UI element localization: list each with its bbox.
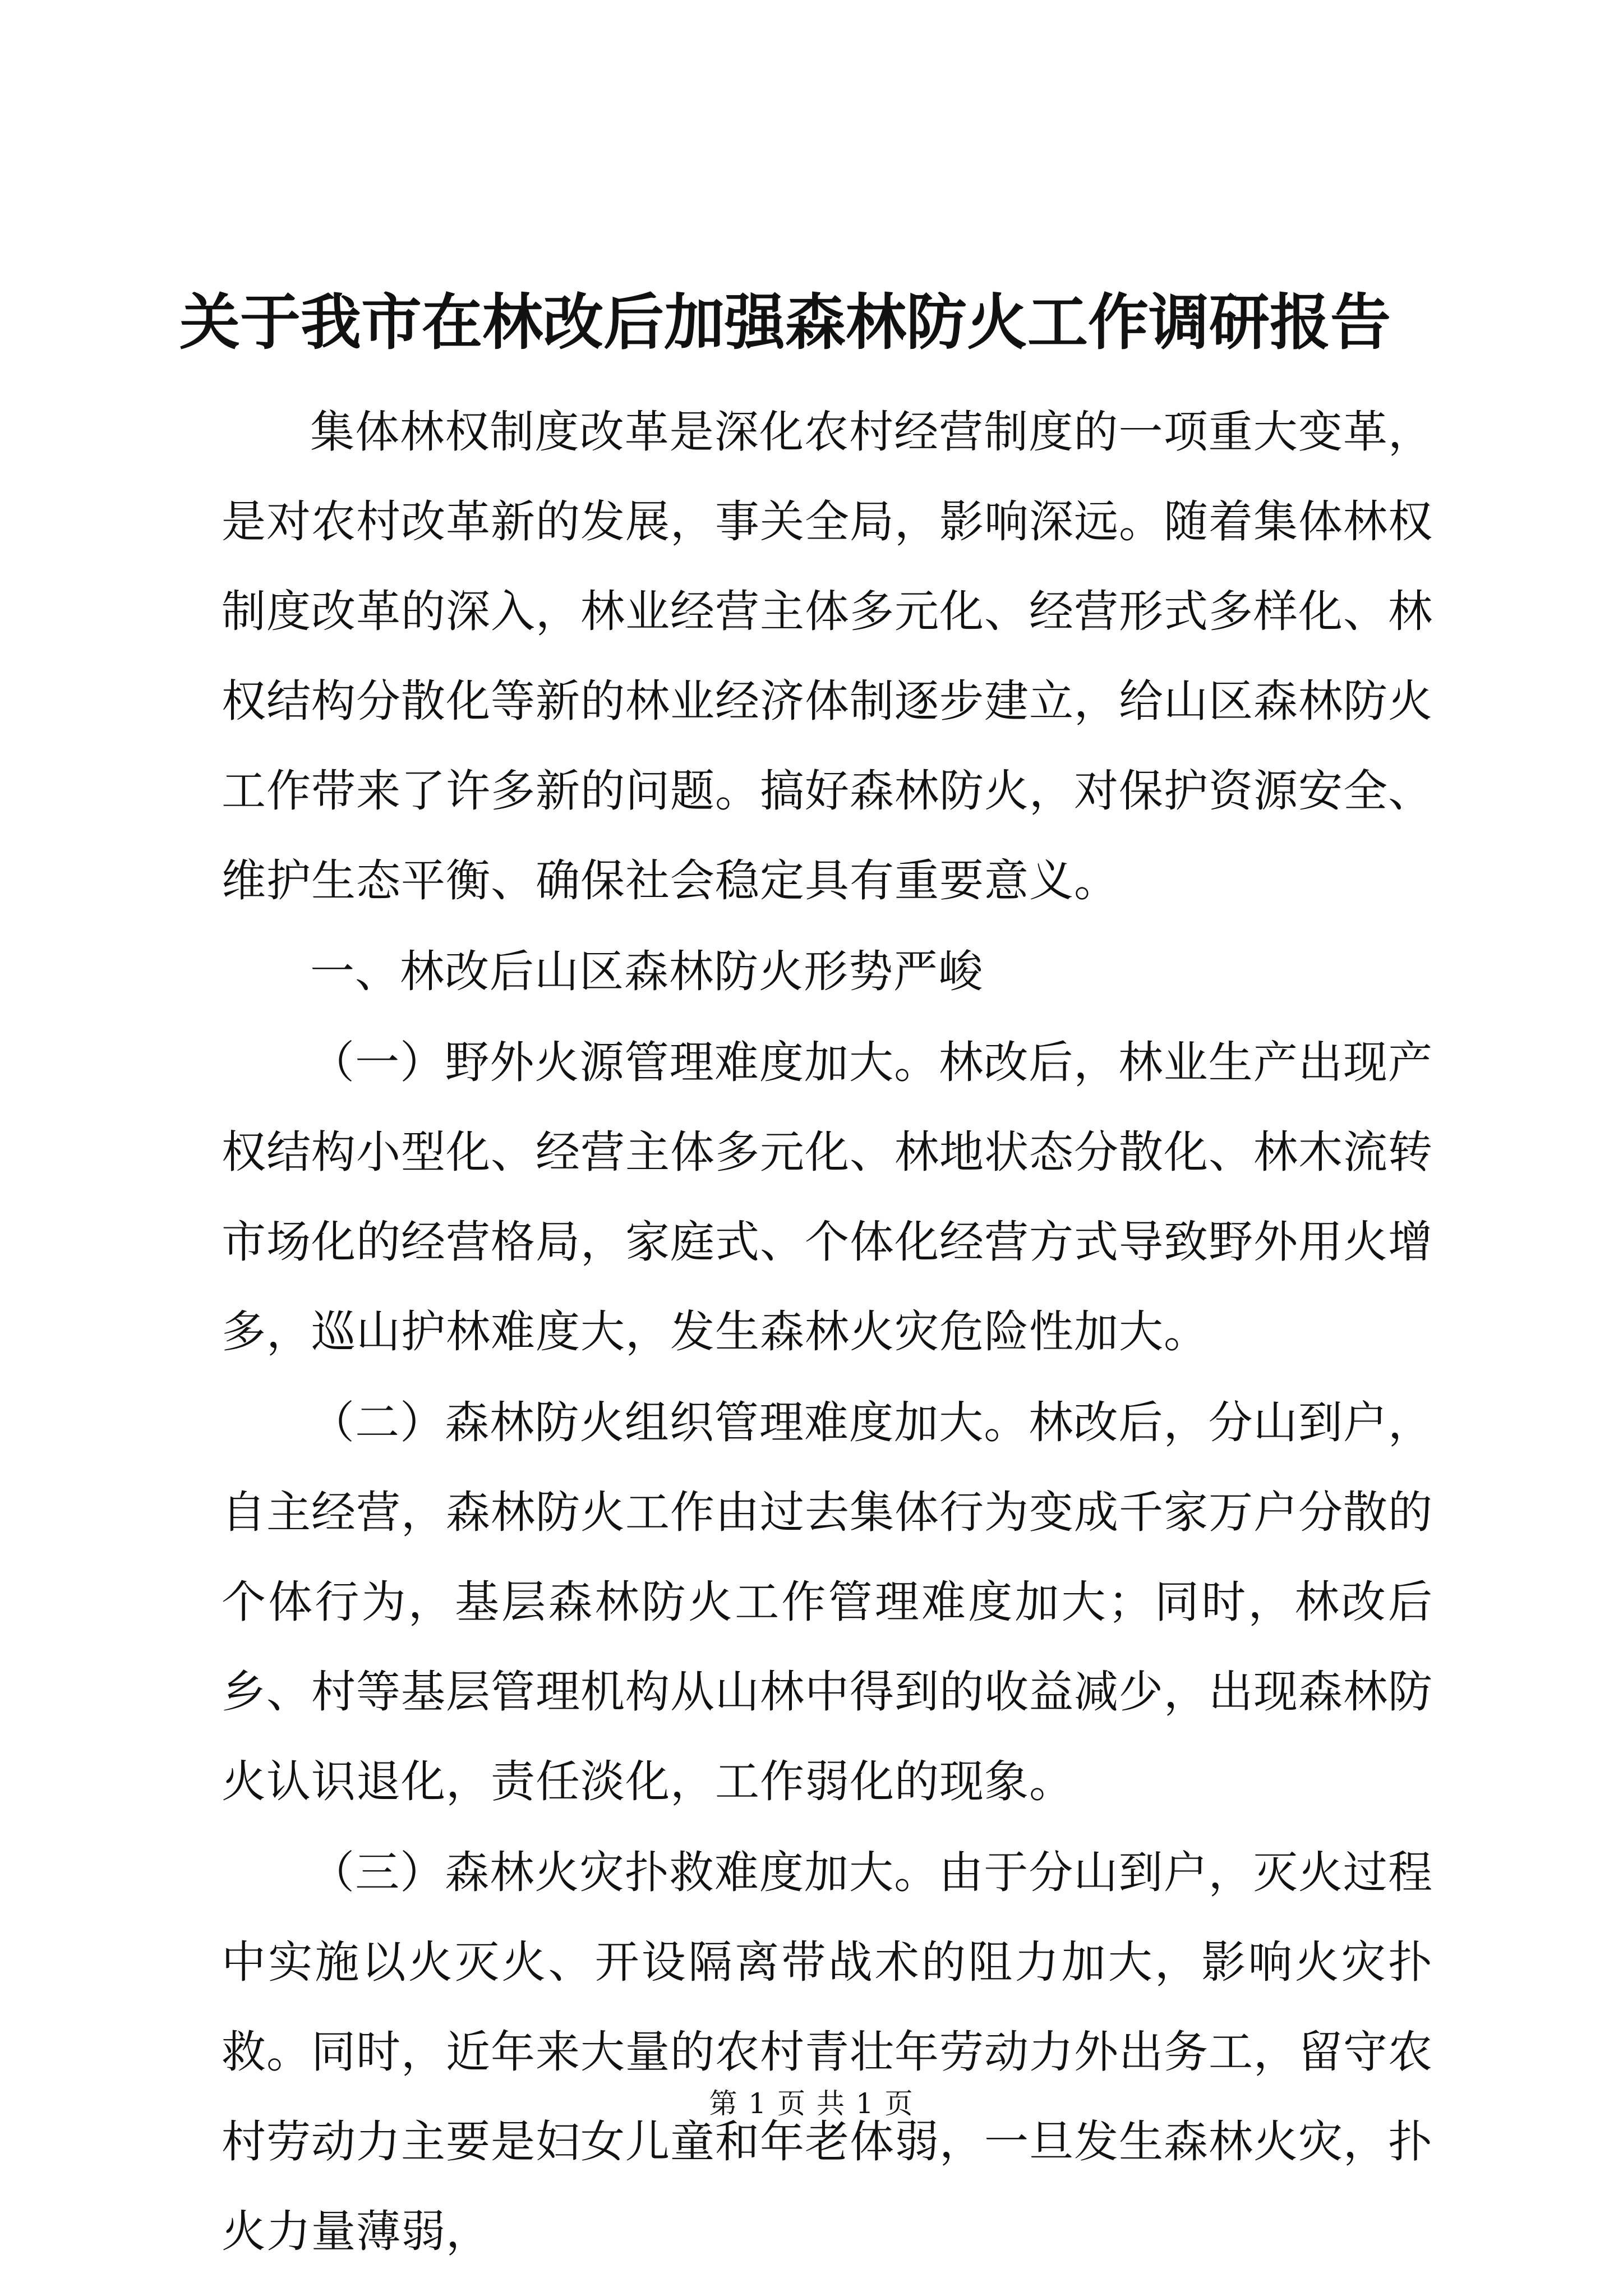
paragraph-2: （二）森林防火组织管理难度加大。林改后，分山到户，自主经营，森林防火工作由过去集体行为变成千家万户分散的个体行为，基层森林防火工作管理难度加大；同时，林改后乡、村等基层管理机构从山林中得到的收益减少，出现森林防火认识退化，责任淡化，工作弱化的现象。 xyxy=(222,1397,1433,1807)
page-footer: 第 1 页 共 1 页 xyxy=(709,2087,914,2120)
paragraph-3: （三）森林火灾扑救难度加大。由于分山到户，灭火过程中实施以火灭火、开设隔离带战术的阻力加大，影响火灾扑救。同时，近年来大量的农村青壮年劳动力外出务工，留守农村劳动力主要是妇女儿童和年老体弱，一旦发生森林火灾，扑火力量薄弱， xyxy=(222,1847,1433,2257)
paragraph-1: （一）野外火源管理难度加大。林改后，林业生产出现产权结构小型化、经营主体多元化、林地状态分散化、林木流转市场化的经营格局，家庭式、个体化经营方式导致野外用火增多，巡山护林难度大，发生森林火灾危险性加大。 xyxy=(222,1037,1433,1358)
section-heading-1: 一、林改后山区森林防火形势严峻 xyxy=(310,946,983,997)
document-body xyxy=(222,387,1433,2277)
page-title: 关于我市在林改后加强森林防火工作调研报告 xyxy=(179,287,1391,358)
paragraph-intro: 集体林权制度改革是深化农村经营制度的一项重大变革，是对农村改革新的发展，事关全局，影响深远。随着集体林权制度改革的深入，林业经营主体多元化、经营形式多样化、林权结构分散化等新的林业经济体制逐步建立，给山区森林防火工作带来了许多新的问题。搞好森林防火，对保护资源安全、维护生态平衡、确保社会稳定具有重要意义。 xyxy=(222,406,1433,907)
